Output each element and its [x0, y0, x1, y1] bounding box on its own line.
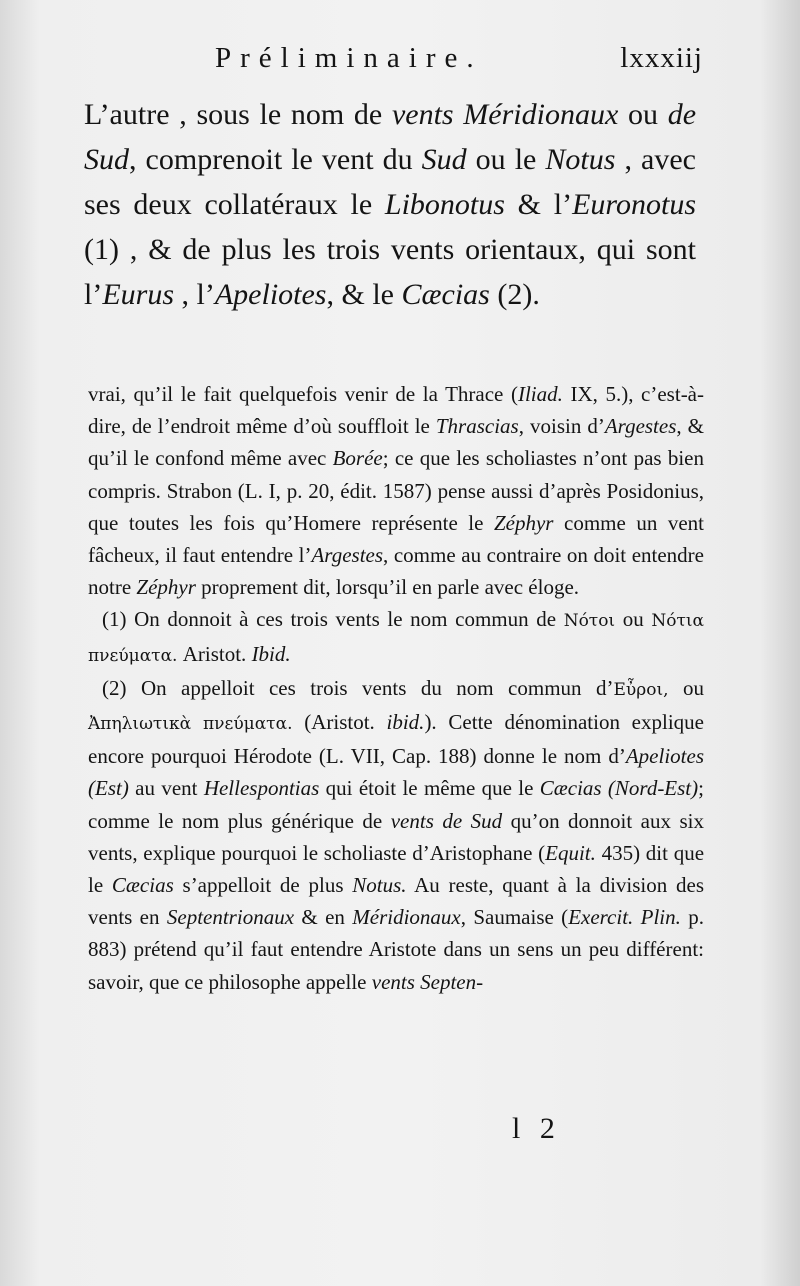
text-run: & en: [294, 905, 353, 930]
text-run: Aristot.: [177, 641, 252, 666]
text-run: & l’: [504, 188, 573, 221]
greek-run: Νότοι: [563, 611, 616, 632]
italic-run: Borée: [332, 446, 383, 471]
page-number: lxxxiij: [620, 42, 703, 74]
italic-run: vents Méridionaux: [391, 98, 619, 131]
text-run: qui étoit le même que le: [319, 776, 540, 801]
text-run: comme un vent fâcheux, il faut entendre l’: [88, 510, 704, 568]
greek-run: Ἀπηλιωτικὰ πνεύματα.: [88, 714, 293, 735]
italic-run: Cæcias: [401, 278, 490, 311]
italic-run: Argestes: [311, 543, 384, 568]
text-run: proprement dit, lorsqu’il en parle avec éloge.: [195, 575, 580, 600]
text-run: Au reste, quant à la division des vents en: [88, 873, 705, 930]
footnotes: [88, 378, 704, 998]
italic-run: Exercit. Plin.: [568, 905, 681, 930]
text-run: , Saumaise (: [460, 905, 569, 930]
italic-run: Cæcias: [111, 873, 174, 898]
text-run: vrai, qu’il le fait quelquefois venir de la Thrace (: [88, 382, 518, 406]
italic-run: Iliad.: [517, 382, 563, 406]
text-run: ; ce que les scholiastes n’ont pas bien compris. Strabon (L. I, p. 20, édit. 1587) pense aussi d’après Posidonius, que toutes les fois qu’Homere représente le: [88, 446, 704, 535]
italic-run: Apeliotes (Est): [88, 744, 704, 801]
text-run: (1) On donnoit à ces trois vents le nom commun de: [102, 607, 564, 632]
italic-run: vents Septen-: [371, 969, 484, 994]
italic-run: Zéphyr: [493, 510, 554, 535]
text-run: (2).: [489, 278, 540, 311]
signature-mark: l 2: [512, 1112, 561, 1145]
italic-run: Hellespontias: [203, 776, 320, 801]
italic-run: Sud: [421, 143, 467, 176]
italic-run: Notus.: [352, 873, 407, 898]
italic-run: Thrascias: [435, 414, 519, 439]
greek-run: Εὖροι,: [613, 679, 669, 700]
footnote-2: [88, 672, 704, 998]
italic-run: Méridionaux: [352, 905, 461, 930]
running-title: Préliminaire.: [215, 42, 483, 74]
italic-run: ibid.: [386, 710, 425, 735]
text-run: L’autre , sous le nom de: [84, 98, 392, 131]
text-run: (Aristot.: [292, 710, 387, 735]
text-run: , avec ses deux collatéraux le: [84, 143, 696, 221]
main-paragraph: [84, 92, 696, 317]
italic-run: Notus: [545, 143, 616, 176]
italic-run: Libonotus: [384, 188, 505, 221]
text-run: , voisin d’: [518, 414, 605, 439]
text-run: , comme au contraire on doit entendre notre: [88, 543, 704, 600]
italic-run: Apeliotes: [214, 278, 327, 311]
text-run: , & qu’il le confond même avec: [88, 414, 704, 471]
italic-run: Cæcias (Nord-Est): [539, 776, 699, 801]
text-run: , & le: [326, 278, 402, 311]
text-run: 435) dit que le: [88, 840, 705, 898]
text-run: ; comme le nom plus générique de: [88, 776, 704, 833]
text-run: , l’: [174, 278, 215, 311]
text-run: (1) , & de plus les trois vents orientaux, qui sont l’: [84, 233, 696, 311]
italic-run: Equit.: [545, 840, 596, 865]
text-run: ). Cette dénomination explique encore pourquoi Hérodote (L. VII, Cap. 188) donne le nom d’: [88, 710, 704, 769]
italic-run: Euronotus: [572, 188, 696, 221]
italic-run: Ibid.: [251, 641, 291, 666]
text-run: p. 883) prétend qu’il faut entendre Aristote dans un sens un peu différent: savoir, que ce philosophe appelle: [88, 905, 705, 994]
text-run: s’appelloit de plus: [173, 873, 353, 898]
text-run: ou: [618, 98, 668, 131]
italic-run: Septentrionaux: [166, 905, 295, 930]
footnote-continuation: [88, 378, 704, 603]
text-run: (2) On appelloit ces trois vents du nom commun d’: [102, 675, 614, 700]
text-run: ou: [615, 607, 652, 632]
running-head: [215, 42, 715, 82]
italic-run: vents de Sud: [390, 808, 503, 833]
footnote-1: [88, 603, 704, 671]
italic-run: Zéphyr: [136, 575, 196, 600]
italic-run: Argestes: [604, 414, 677, 439]
text-run: au vent: [128, 776, 204, 801]
text-run: ou: [668, 675, 704, 700]
text-run: ou le: [466, 143, 546, 176]
greek-run: Νότια πνεύματα.: [88, 611, 705, 666]
italic-run: de Sud: [84, 98, 697, 176]
text-run: , comprenoit le vent du: [129, 143, 422, 176]
text-run: IX, 5.), c’est-à-dire, de l’endroit même d’où souffloit le: [88, 382, 704, 439]
italic-run: Eurus: [102, 278, 175, 311]
text-run: qu’on donnoit aux six vents, explique pourquoi le scholiaste d’Aristophane (: [88, 808, 704, 865]
